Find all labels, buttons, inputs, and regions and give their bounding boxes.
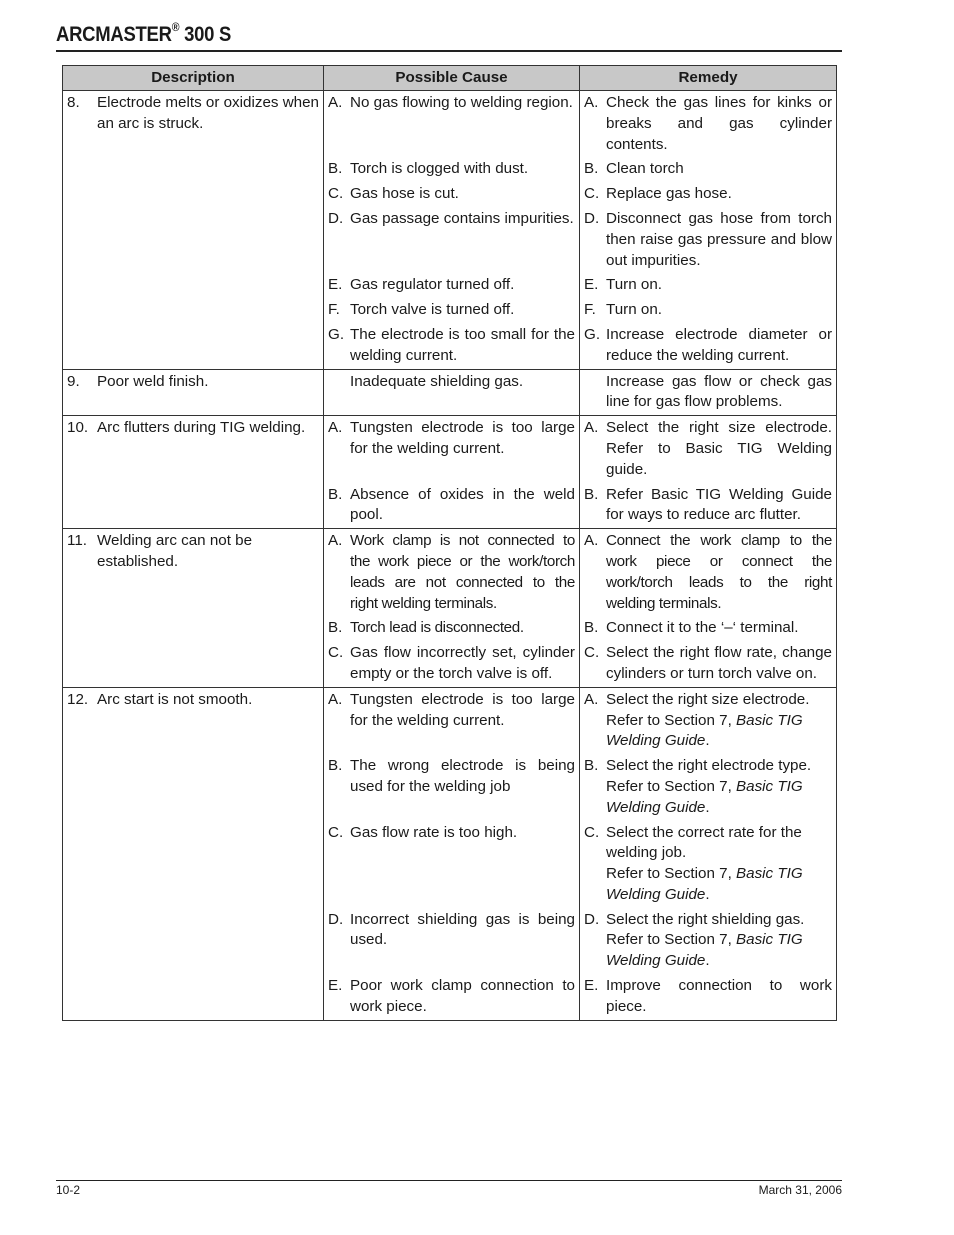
cell-item [580, 323, 836, 369]
remedy-text [606, 372, 832, 414]
cause-cell [324, 821, 580, 908]
remedy-cell [580, 821, 837, 908]
cause-cell [324, 207, 580, 273]
remedy-main: Check the gas lines for kinks or breaks and gas cylinder contents. [606, 94, 832, 153]
cause-letter: C. [328, 185, 344, 203]
problem-description: Poor weld finish. [97, 372, 209, 390]
cause-cell [324, 182, 580, 207]
remedy-letter: D. [584, 910, 600, 928]
remedy-text [606, 823, 832, 906]
cell-item [324, 182, 579, 207]
remedy-cell [580, 273, 837, 298]
table-row [63, 974, 837, 1020]
description-cell [63, 821, 324, 908]
cause-cell [324, 91, 580, 158]
cell-item [324, 91, 579, 116]
description-cell [63, 157, 324, 182]
remedy-text [606, 618, 832, 639]
cause-letter: B. [328, 619, 343, 637]
cause-text: Torch is clogged with dust. [350, 160, 529, 178]
cell-item [580, 91, 836, 157]
remedy-reference: Refer to Section 7, [606, 931, 737, 949]
remedy-main: Improve connection to work piece. [606, 977, 832, 1015]
cause-letter: E. [328, 276, 343, 294]
cause-cell [324, 369, 580, 416]
problem-description: Arc start is not smooth. [97, 690, 253, 708]
remedy-cell [580, 529, 837, 617]
remedy-cell [580, 207, 837, 273]
remedy-main: Disconnect gas hose from torch then raise gas pressure and blow out impurities. [606, 209, 832, 269]
column-header-cause: Possible Cause [324, 66, 580, 91]
description-cell [63, 416, 324, 483]
description-cell [63, 369, 324, 416]
description-cell [63, 182, 324, 207]
cause-text: Torch lead is disconnected. [350, 619, 524, 637]
table-row [63, 207, 837, 273]
cell-item [324, 298, 579, 323]
remedy-letter: F. [584, 301, 596, 319]
remedy-cell [580, 974, 837, 1020]
description-cell [63, 207, 324, 273]
description-cell [63, 483, 324, 529]
remedy-text [606, 531, 832, 614]
cell-item [580, 616, 836, 641]
cell-item [324, 529, 579, 616]
cause-text: Torch valve is turned off. [350, 301, 515, 319]
table-row [63, 416, 837, 483]
cell-item [580, 298, 836, 323]
problem-description: Electrode melts or oxidizes when an arc is struck. [97, 94, 320, 132]
cause-letter: A. [328, 94, 343, 111]
cell-item [580, 207, 836, 273]
remedy-cell [580, 91, 837, 158]
problem-number: 9. [67, 372, 80, 390]
remedy-main: Increase electrode diameter or reduce the welding current. [606, 325, 832, 364]
remedy-text [606, 643, 832, 685]
registered-mark: ® [171, 20, 180, 34]
problem-description: Welding arc can not be established. [97, 532, 253, 570]
remedy-main: Connect the work clamp to the work piece or connect the work/torch leads to the right welding terminals. [606, 532, 832, 612]
cause-letter [328, 372, 350, 393]
cause-cell [324, 529, 580, 617]
cell-item [63, 688, 323, 713]
remedy-main: Refer Basic TIG Welding Guide for ways to reduce arc flutter. [606, 485, 832, 524]
remedy-cell [580, 323, 837, 369]
table-row [63, 182, 837, 207]
cause-text: The wrong electrode is being used for the welding job [350, 757, 575, 795]
cause-letter: G. [328, 325, 345, 343]
remedy-text [606, 325, 832, 367]
cell-item [580, 157, 836, 182]
table-header-row [63, 66, 837, 91]
cause-text: Gas flow incorrectly set, cylinder empty or the torch valve is off. [350, 644, 575, 682]
remedy-letter: D. [584, 209, 600, 227]
remedy-text [606, 209, 832, 271]
table-row [63, 369, 837, 416]
cause-cell [324, 908, 580, 974]
cell-item [324, 370, 579, 395]
cause-text: Gas flow rate is too high. [350, 823, 518, 841]
cause-letter: A. [328, 532, 343, 550]
cell-item [580, 908, 836, 974]
cause-cell [324, 641, 580, 687]
cell-item [63, 416, 323, 441]
remedy-main: Select the right electrode type. [606, 757, 812, 775]
cause-cell [324, 483, 580, 529]
cause-cell [324, 323, 580, 369]
cause-cell [324, 687, 580, 754]
cell-item [324, 821, 579, 846]
cause-letter: C. [328, 644, 344, 662]
description-cell [63, 273, 324, 298]
cell-item [324, 273, 579, 298]
description-cell [63, 298, 324, 323]
description-cell [63, 974, 324, 1020]
remedy-main: Select the right flow rate, change cylinders or turn torch valve on. [606, 644, 832, 682]
problem-number: 8. [67, 94, 80, 111]
cause-letter: A. [328, 419, 343, 437]
cell-item [63, 529, 323, 575]
cell-item [63, 370, 323, 395]
cell-item [580, 273, 836, 298]
remedy-cell [580, 416, 837, 483]
cause-text: Work clamp is not connected to the work piece or the work/torch leads are not connected to the right welding terminals. [350, 532, 575, 612]
problem-number: 12. [67, 690, 89, 708]
remedy-letter: C. [584, 823, 600, 841]
cell-item [324, 207, 579, 232]
cause-cell [324, 754, 580, 820]
cause-cell [324, 273, 580, 298]
remedy-text [606, 159, 832, 180]
cause-text: Tungsten electrode is too large for the welding current. [350, 419, 575, 457]
remedy-reference-end: . [705, 952, 710, 970]
remedy-main: Replace gas hose. [606, 185, 732, 203]
cause-cell [324, 298, 580, 323]
cause-letter: D. [328, 910, 344, 928]
cause-letter: B. [328, 757, 343, 775]
remedy-letter: A. [584, 690, 599, 708]
remedy-reference-title: Basic TIG Welding Guide [606, 931, 803, 970]
cause-text: Absence of oxides in the weld pool. [350, 485, 575, 524]
remedy-reference: Refer to Section 7, [606, 711, 737, 729]
remedy-reference: Refer to Section 7, [606, 865, 737, 883]
description-cell [63, 616, 324, 641]
description-cell [63, 529, 324, 617]
remedy-text [606, 756, 832, 818]
remedy-text [606, 976, 832, 1018]
cell-item [580, 370, 836, 416]
cell-item [324, 641, 579, 687]
table-row [63, 821, 837, 908]
remedy-letter: A. [584, 94, 599, 111]
cause-text: Inadequate shielding gas. [350, 372, 524, 390]
footer-rule [56, 1180, 842, 1181]
remedy-letter: B. [584, 160, 599, 178]
remedy-cell [580, 483, 837, 529]
cause-letter: B. [328, 485, 343, 503]
cause-text: Gas regulator turned off. [350, 276, 515, 294]
description-cell [63, 908, 324, 974]
table-row [63, 687, 837, 754]
table-row [63, 483, 837, 529]
cell-item [324, 688, 579, 734]
remedy-text [606, 910, 832, 972]
remedy-letter: A. [584, 532, 599, 550]
description-cell [63, 91, 324, 158]
model-name: 300 S [184, 23, 232, 46]
remedy-letter: E. [584, 977, 599, 995]
description-cell [63, 323, 324, 369]
table-body [63, 91, 837, 1021]
remedy-letter: E. [584, 276, 599, 294]
remedy-letter [584, 372, 606, 414]
cell-item [580, 483, 836, 529]
remedy-text [606, 275, 832, 296]
cause-text: Poor work clamp connection to work piece. [350, 977, 575, 1015]
problem-number: 11. [67, 532, 87, 550]
remedy-text [606, 485, 832, 527]
cell-item [324, 754, 579, 800]
table-row [63, 754, 837, 820]
cause-text: Gas passage contains impurities. [350, 209, 574, 227]
remedy-text [606, 184, 832, 205]
cell-item [580, 974, 836, 1020]
remedy-main: Increase gas flow or check gas line for gas flow problems. [606, 372, 832, 411]
remedy-main: Turn on. [606, 276, 662, 294]
remedy-cell [580, 687, 837, 754]
cause-letter: C. [328, 823, 344, 841]
remedy-letter: B. [584, 485, 599, 503]
cell-item [324, 616, 579, 641]
table-row [63, 616, 837, 641]
header-rule [56, 50, 842, 52]
cell-item [580, 529, 836, 616]
table-row [63, 273, 837, 298]
cell-item [580, 182, 836, 207]
table-row [63, 91, 837, 158]
cell-item [324, 908, 579, 954]
remedy-main: Select the right size electrode. [606, 690, 810, 708]
problem-description: Arc flutters during TIG welding. [97, 419, 306, 437]
remedy-text [606, 300, 832, 321]
table-row [63, 323, 837, 369]
remedy-reference-end: . [705, 885, 710, 903]
remedy-cell [580, 157, 837, 182]
remedy-letter: B. [584, 757, 599, 775]
remedy-text [606, 418, 832, 480]
remedy-cell [580, 369, 837, 416]
troubleshooting-table [62, 65, 837, 1021]
cell-item [324, 157, 579, 182]
revision-date: March 31, 2006 [758, 1183, 842, 1197]
cause-cell [324, 616, 580, 641]
remedy-main: Select the right size electrode. Refer to Basic TIG Welding guide. [606, 419, 832, 478]
cell-item [580, 416, 836, 482]
remedy-main: Connect it to the ‘–‘ terminal. [606, 619, 799, 637]
column-header-remedy: Remedy [580, 66, 837, 91]
table-row [63, 641, 837, 687]
cause-text: Incorrect shielding gas is being used. [350, 910, 575, 949]
cause-cell [324, 974, 580, 1020]
table-row [63, 298, 837, 323]
remedy-cell [580, 641, 837, 687]
problem-number: 10. [67, 419, 89, 437]
cell-item [580, 641, 836, 687]
remedy-letter: C. [584, 185, 600, 203]
table-row [63, 157, 837, 182]
cause-text: Gas hose is cut. [350, 185, 459, 203]
description-cell [63, 754, 324, 820]
description-cell [63, 687, 324, 754]
remedy-cell [580, 908, 837, 974]
remedy-main: Turn on. [606, 301, 662, 319]
cell-item [580, 821, 836, 908]
remedy-cell [580, 182, 837, 207]
remedy-main: Select the right shielding gas. [606, 910, 805, 928]
cause-text: No gas flowing to welding region. [350, 94, 573, 111]
table-row [63, 529, 837, 617]
cause-letter: E. [328, 977, 343, 995]
brand-name: ARCMASTER [56, 23, 172, 46]
remedy-reference: Refer to Section 7, [606, 777, 737, 795]
cell-item [324, 416, 579, 462]
cell-item [580, 754, 836, 820]
description-cell [63, 641, 324, 687]
cell-item [580, 688, 836, 754]
remedy-reference-title: Basic TIG Welding Guide [606, 865, 803, 903]
cell-item [324, 323, 579, 369]
cell-item [63, 91, 323, 137]
remedy-reference-title: Basic TIG Welding Guide [606, 711, 803, 750]
cause-cell [324, 157, 580, 182]
cell-item [324, 483, 579, 529]
cause-text: Tungsten electrode is too large for the welding current. [350, 690, 575, 729]
remedy-text [606, 93, 832, 155]
remedy-cell [580, 616, 837, 641]
cause-letter: A. [328, 690, 343, 708]
page-title [56, 22, 231, 47]
remedy-main: Clean torch [606, 160, 684, 178]
remedy-letter: G. [584, 325, 601, 343]
cause-cell [324, 416, 580, 483]
table-row [63, 908, 837, 974]
remedy-text [606, 690, 832, 752]
cell-item [324, 974, 579, 1020]
cause-text: The electrode is too small for the welding current. [350, 325, 575, 364]
remedy-cell [580, 298, 837, 323]
page-number: 10-2 [56, 1183, 81, 1197]
cause-letter: D. [328, 209, 344, 227]
remedy-letter: A. [584, 419, 599, 437]
cause-letter: B. [328, 160, 343, 178]
remedy-reference-title: Basic TIG Welding Guide [606, 777, 803, 816]
column-header-description: Description [63, 66, 324, 91]
cause-letter: F. [328, 301, 340, 319]
remedy-reference-end: . [705, 732, 710, 750]
remedy-cell [580, 754, 837, 820]
remedy-letter: B. [584, 619, 599, 637]
remedy-reference-end: . [705, 798, 710, 816]
remedy-main: Select the correct rate for the welding job. [606, 823, 802, 862]
remedy-letter: C. [584, 644, 600, 662]
